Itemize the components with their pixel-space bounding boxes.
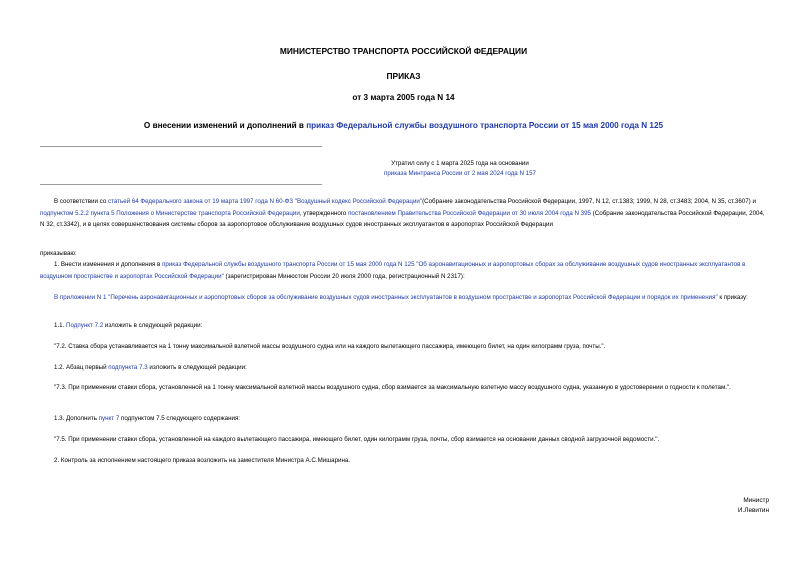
order-word: приказываю:: [40, 250, 77, 257]
item-1-text-2: (зарегистрирован Минюстом России 20 июля 2000 года, регистрационный N 2317):: [223, 272, 465, 280]
ministry-regulation-link[interactable]: подпунктом 5.2.2 пункта 5 Положения о Министерстве транспорта Российской Федерации: [40, 209, 300, 217]
preamble-text-1: В соответствии со: [54, 198, 108, 205]
document-title: [0, 121, 807, 130]
subitem-1-1: [40, 320, 768, 332]
date-number-heading: от 3 марта 2005 года N 14: [352, 93, 455, 102]
ministry-heading: МИНИСТЕРСТВО ТРАНСПОРТА РОССИЙСКОЙ ФЕДЕРАЦИИ: [279, 46, 528, 56]
subitem-1-1-text-1: 1.1.: [54, 322, 67, 329]
quote-7-3: "7.3. При применении ставки сбора, установленной на 1 тонну максимальной взлетной массы воздушного судна, сбор взимается за максимальную взлетную массу воздушного судна, указанную в удостоверении о годности к полетам.".: [54, 384, 731, 391]
status-top-divider: [40, 146, 322, 147]
subitem-1-2: [40, 362, 768, 374]
point-7-link[interactable]: пункт 7: [98, 415, 120, 422]
appendix-link[interactable]: В приложении N 1 "Перечень аэронавигационных и аэропортовых сборов за обслуживание воздушных судов иностранных эксплуатантов в воздушном пространстве и аэропортах Российской Федерации и порядок их применения": [54, 294, 718, 301]
preamble-text-3: , утвержденного: [299, 209, 349, 217]
subitem-1-2-text-2: изложить в следующей редакции:: [147, 364, 247, 371]
status-line: Утратил силу с 1 марта 2025 года на основании: [391, 160, 529, 167]
amended-order-link[interactable]: приказ Федеральной службы воздушного транспорта России от 15 мая 2000 года N 125 "Об аэронавигационных и аэропортовых сборах за обслуживание воздушных судов иностранных эксплуатантов в воздушном пространстве и аэропортах Российской Федерации": [40, 261, 746, 280]
subpoint-7-2-link[interactable]: Подпункт 7.2: [66, 322, 104, 329]
preamble-paragraph: [40, 196, 768, 231]
quote-7-5: "7.5. При применении ставки сбора, установленной на каждого вылетающего пассажира, имеющего билет, один килограмм груза, почты, сбор взимается на основании данных сводной загрузочной ведомости.".: [54, 436, 660, 443]
signature-name: И.Левитин: [737, 507, 769, 514]
subitem-1-1-text-2: изложить в следующей редакции:: [103, 322, 203, 329]
item-2-paragraph: 2. Контроль за исполнением настоящего приказа возложить на заместителя Министра А.С.Мишарина.: [54, 457, 351, 464]
status-bottom-divider: [40, 184, 322, 185]
status-source-link[interactable]: приказа Минтранса России от 2 мая 2024 года N 157: [384, 170, 536, 177]
air-code-link[interactable]: статьей 64 Федерального закона от 19 марта 1997 года N 60-ФЗ "Воздушный кодекс Российской Федерации": [107, 198, 423, 205]
doc-type-heading: ПРИКАЗ: [386, 71, 421, 81]
subpoint-7-3-link[interactable]: подпункта 7.3: [108, 364, 148, 371]
title-order-link[interactable]: приказ Федеральной службы воздушного транспорта России от 15 мая 2000 года N 125: [306, 121, 664, 130]
status-source: [240, 169, 680, 179]
subitem-1-3-text-2: подпунктом 7.5 следующего содержания:: [119, 415, 241, 422]
government-resolution-link[interactable]: постановлением Правительства Российской Федерации от 30 июля 2004 года N 395: [348, 209, 592, 217]
subitem-1-3: [40, 413, 768, 425]
title-prefix: О внесении изменений и дополнений в: [143, 121, 307, 130]
appendix-text: к приказу:: [717, 294, 748, 301]
appendix-paragraph: [40, 292, 768, 304]
item-1-text-1: 1. Внести изменения и дополнения в: [54, 261, 163, 268]
quote-7-2: "7.2. Ставка сбора устанавливается на 1 тонну максимальной взлетной массы воздушного судна или на каждого вылетающего пассажира, имеющего билет, на один килограмм груза, почты.".: [54, 343, 606, 350]
preamble-text-4: (Собрание законодательства Российской Федерации, 2004, N 32, ст.3342), и в целях совершенствования системы сборов за аэропортовое обслуживание воздушных судов иностранных эксплуатантов в аэропортах Российской Федерации: [40, 209, 765, 228]
subitem-1-2-text-1: 1.2. Абзац первый: [54, 364, 109, 371]
preamble-text-2: (Собрание законодательства Российской Федерации, 1997, N 12, ст.1383; 1999, N 28, ст.3483; 2004, N 35, ст.3607) и: [422, 198, 756, 205]
subitem-1-3-text-1: 1.3. Дополнить: [54, 415, 99, 422]
signature-role: Министр: [743, 497, 769, 504]
item-1-paragraph: [40, 259, 768, 282]
